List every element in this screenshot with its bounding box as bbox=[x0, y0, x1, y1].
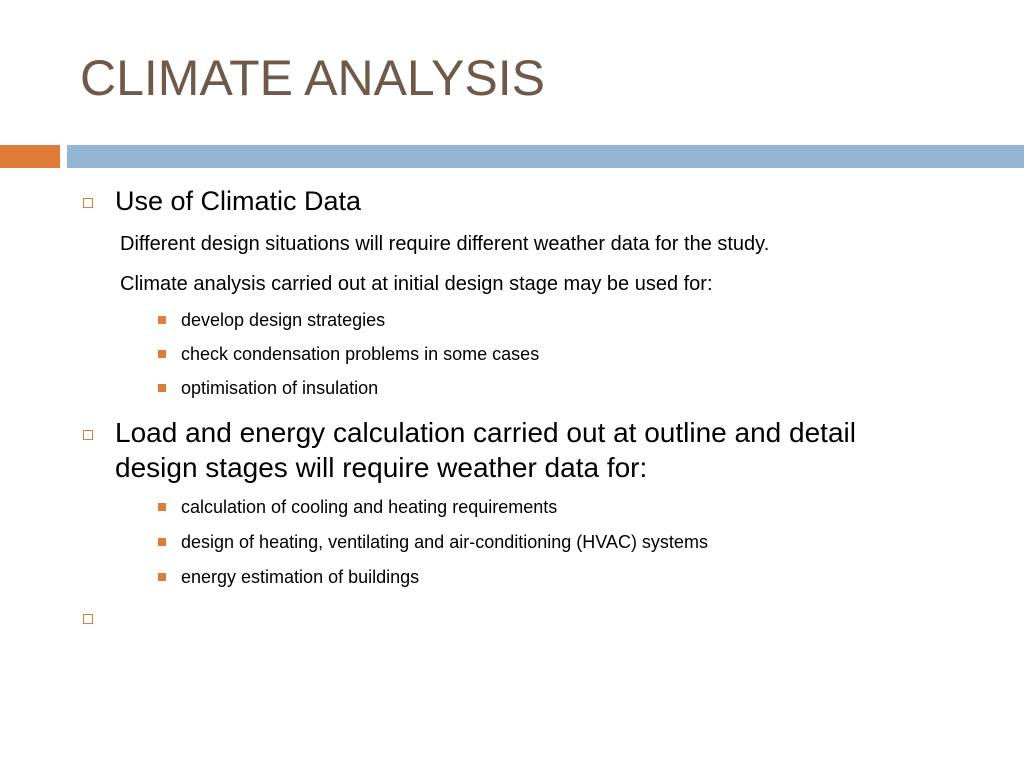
filled-square-bullet-icon bbox=[158, 573, 166, 581]
filled-square-bullet-icon bbox=[158, 350, 166, 358]
hollow-square-bullet-icon bbox=[83, 430, 93, 440]
section2-bullet-2: design of heating, ventilating and air-conditioning (HVAC) systems bbox=[181, 532, 708, 552]
section1-bullet-3: optimisation of insulation bbox=[181, 378, 379, 398]
filled-square-bullet-icon bbox=[158, 384, 166, 392]
section1-heading: Use of Climatic Data bbox=[115, 186, 362, 216]
section2-bullet-3: energy estimation of buildings bbox=[181, 567, 420, 587]
section2-bullet-1: calculation of cooling and heating requirements bbox=[181, 497, 558, 517]
section1-bullet-2: check condensation problems in some cases bbox=[181, 344, 540, 364]
accent-bar-blue bbox=[67, 145, 1024, 168]
accent-bar-orange bbox=[0, 145, 60, 168]
section2-heading-line-1: Load and energy calculation carried out at outline and detail bbox=[115, 417, 856, 448]
filled-square-bullet-icon bbox=[158, 503, 166, 511]
section2-heading-line-2: design stages will require weather data for: bbox=[115, 452, 648, 483]
slide-title: CLIMATE ANALYSIS bbox=[80, 50, 545, 106]
section1-paragraph-2: Climate analysis carried out at initial design stage may be used for: bbox=[120, 273, 713, 295]
filled-square-bullet-icon bbox=[158, 538, 166, 546]
hollow-square-bullet-icon bbox=[83, 614, 93, 624]
section1-bullet-1: develop design strategies bbox=[181, 310, 386, 330]
filled-square-bullet-icon bbox=[158, 316, 166, 324]
section1-paragraph-1: Different design situations will require different weather data for the study. bbox=[120, 233, 770, 255]
hollow-square-bullet-icon bbox=[83, 198, 93, 208]
